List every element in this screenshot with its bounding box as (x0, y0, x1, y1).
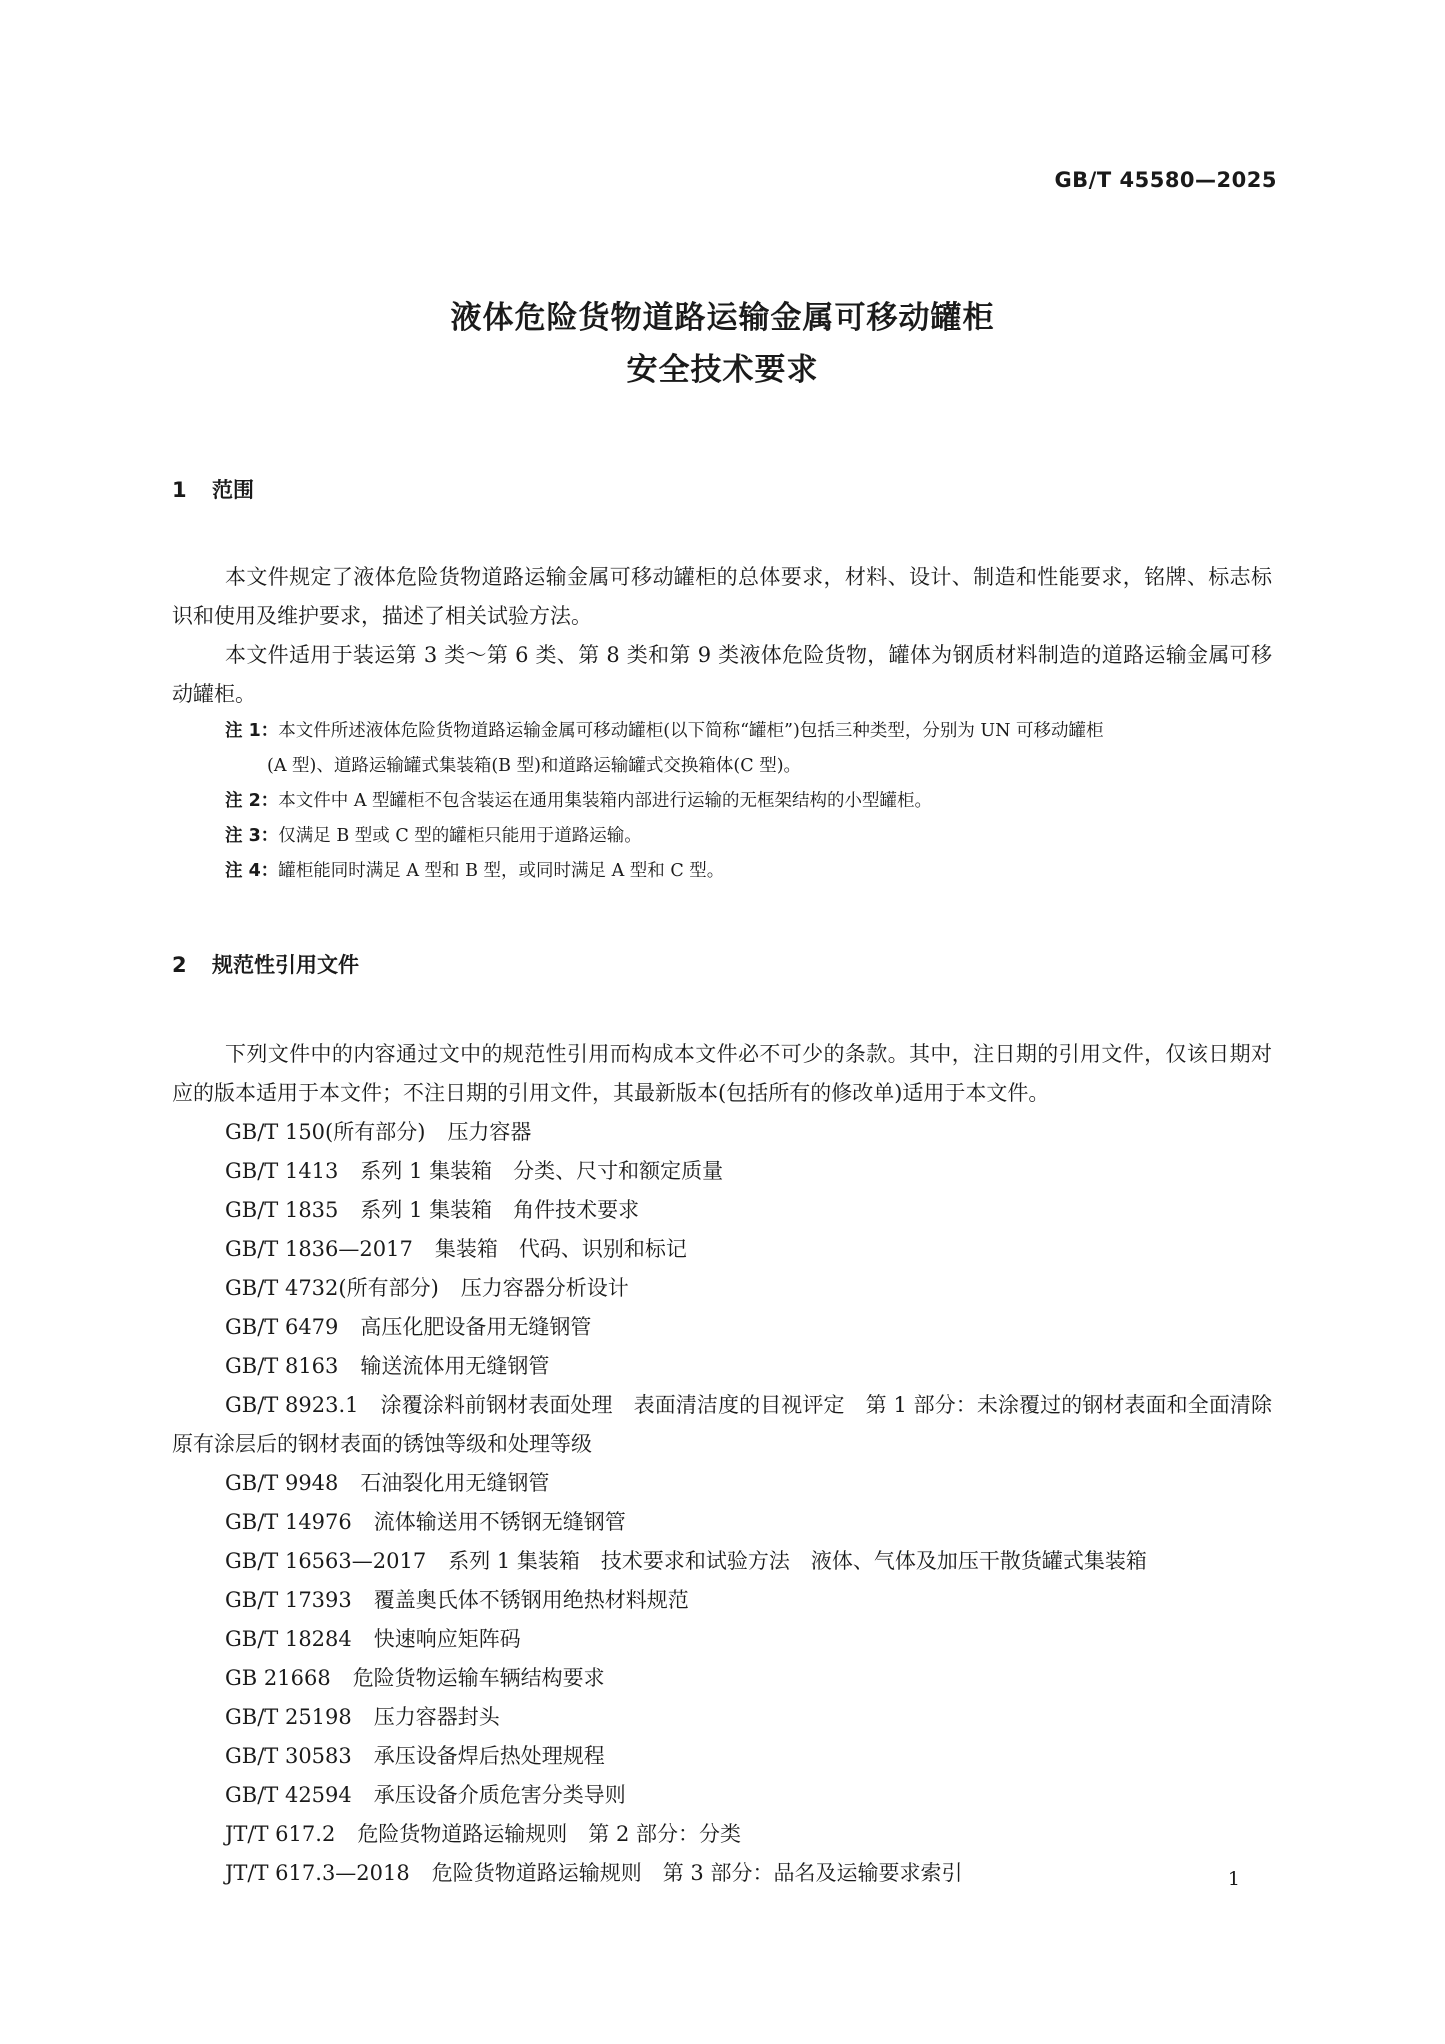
reference-title: 石油裂化用无缝钢管 (360, 1471, 550, 1495)
reference-title: 压力容器 (447, 1120, 532, 1144)
reference-item (172, 1854, 1272, 1893)
reference-title: 覆盖奥氏体不锈钢用绝热材料规范 (373, 1588, 689, 1612)
reference-code: GB/T 9948 (225, 1471, 339, 1495)
document-title-line-1: 液体危险货物道路运输金属可移动罐柜 (450, 300, 995, 336)
note-4-label: 注 4： (225, 861, 279, 881)
reference-title: 危险货物道路运输规则 第 2 部分：分类 (357, 1822, 742, 1846)
reference-item (172, 1776, 1272, 1815)
reference-code: GB/T 8163 (225, 1354, 339, 1378)
reference-title: 压力容器分析设计 (460, 1276, 629, 1300)
reference-item (172, 1503, 1272, 1542)
note-1-text: 本文件所述液体危险货物道路运输金属可移动罐柜(以下简称“罐柜”)包括三种类型，分别为 UN 可移动罐柜 (278, 721, 1104, 741)
reference-title: 承压设备介质危害分类导则 (373, 1783, 626, 1807)
reference-code: GB/T 14976 (225, 1510, 352, 1534)
section-2-title: 规范性引用文件 (212, 953, 359, 977)
section-1-paragraph-1: 本文件规定了液体危险货物道路运输金属可移动罐柜的总体要求，材料、设计、制造和性能要求，铭牌、标志标识和使用及维护要求，描述了相关试验方法。 (172, 565, 1272, 628)
section-2-intro: 下列文件中的内容通过文中的规范性引用而构成本文件必不可少的条款。其中，注日期的引用文件，仅该日期对应的版本适用于本文件；不注日期的引用文件，其最新版本(包括所有的修改单)适用于本文件。 (172, 1042, 1272, 1105)
reference-item (172, 1191, 1272, 1230)
reference-title: 集装箱 代码、识别和标记 (434, 1237, 687, 1261)
reference-code: GB/T 1413 (225, 1159, 339, 1183)
reference-item (172, 1230, 1272, 1269)
note-3-label: 注 3： (225, 826, 279, 846)
reference-code: GB/T 6479 (225, 1315, 339, 1339)
document-body (172, 470, 1272, 1893)
note-2-text: 本文件中 A 型罐柜不包含装运在通用集装箱内部进行运输的无框架结构的小型罐柜。 (278, 791, 933, 811)
note-1 (172, 714, 1272, 749)
section-1-title: 范围 (212, 478, 254, 502)
note-3 (172, 819, 1272, 854)
reference-title: 承压设备焊后热处理规程 (373, 1744, 605, 1768)
reference-code: GB/T 25198 (225, 1705, 352, 1729)
note-2-label: 注 2： (225, 791, 279, 811)
section-1-paragraph-2: 本文件适用于装运第 3 类～第 6 类、第 8 类和第 9 类液体危险货物，罐体为钢质材料制造的道路运输金属可移动罐柜。 (172, 643, 1272, 706)
reference-code: GB/T 1836—2017 (225, 1237, 413, 1261)
reference-title: 系列 1 集装箱 技术要求和试验方法 液体、气体及加压干散货罐式集装箱 (448, 1549, 1147, 1573)
reference-code: GB/T 18284 (225, 1627, 352, 1651)
reference-code: GB/T 42594 (225, 1783, 352, 1807)
reference-item (172, 1698, 1272, 1737)
reference-code: GB/T 17393 (225, 1588, 352, 1612)
reference-item (172, 1581, 1272, 1620)
reference-title: 快速响应矩阵码 (373, 1627, 521, 1651)
reference-item (172, 1659, 1272, 1698)
section-2-number: 2 (172, 953, 187, 977)
reference-item (172, 1113, 1272, 1152)
reference-code: JT/T 617.3—2018 (225, 1861, 410, 1885)
reference-title: 涂覆涂料前钢材表面处理 表面清洁度的目视评定 第 1 部分：未涂覆过的钢材表面和全面清除原有涂层后的钢材表面的锈蚀等级和处理等级 (172, 1393, 1272, 1456)
reference-code: JT/T 617.2 (225, 1822, 336, 1846)
reference-code: GB/T 150(所有部分) (225, 1120, 426, 1144)
reference-item (172, 1542, 1272, 1581)
reference-item (172, 1152, 1272, 1191)
reference-code: GB/T 1835 (225, 1198, 339, 1222)
reference-code: GB/T 4732(所有部分) (225, 1276, 439, 1300)
reference-code: GB 21668 (225, 1666, 331, 1690)
reference-title: 流体输送用不锈钢无缝钢管 (373, 1510, 626, 1534)
note-4-text: 罐柜能同时满足 A 型和 B 型，或同时满足 A 型和 C 型。 (278, 861, 725, 881)
note-4 (172, 854, 1272, 889)
reference-title: 危险货物道路运输规则 第 3 部分：品名及运输要求索引 (431, 1861, 963, 1885)
reference-item (172, 1308, 1272, 1347)
note-2 (172, 784, 1272, 819)
standard-code: GB/T 45580—2025 (1054, 168, 1277, 192)
section-1-heading (172, 470, 1272, 510)
reference-item (172, 1386, 1272, 1464)
note-3-text: 仅满足 B 型或 C 型的罐柜只能用于道路运输。 (278, 826, 642, 846)
section-1-number: 1 (172, 478, 187, 502)
reference-item (172, 1464, 1272, 1503)
reference-code: GB/T 8923.1 (225, 1393, 359, 1417)
reference-item (172, 1269, 1272, 1308)
reference-code: GB/T 30583 (225, 1744, 352, 1768)
reference-item (172, 1620, 1272, 1659)
page-number: 1 (1227, 1868, 1240, 1890)
reference-title: 系列 1 集装箱 分类、尺寸和额定质量 (360, 1159, 724, 1183)
reference-title: 系列 1 集装箱 角件技术要求 (360, 1198, 640, 1222)
document-title (0, 292, 1445, 396)
document-title-line-2: 安全技术要求 (626, 352, 819, 388)
reference-item (172, 1815, 1272, 1854)
note-1-continuation: (A 型)、道路运输罐式集装箱(B 型)和道路运输罐式交换箱体(C 型)。 (267, 756, 802, 776)
reference-title: 危险货物运输车辆结构要求 (352, 1666, 605, 1690)
reference-title: 压力容器封头 (373, 1705, 500, 1729)
reference-item (172, 1347, 1272, 1386)
reference-code: GB/T 16563—2017 (225, 1549, 427, 1573)
note-1-label: 注 1： (225, 721, 279, 741)
reference-title: 输送流体用无缝钢管 (360, 1354, 550, 1378)
reference-item (172, 1737, 1272, 1776)
section-2-heading (172, 945, 1272, 985)
reference-title: 高压化肥设备用无缝钢管 (360, 1315, 592, 1339)
